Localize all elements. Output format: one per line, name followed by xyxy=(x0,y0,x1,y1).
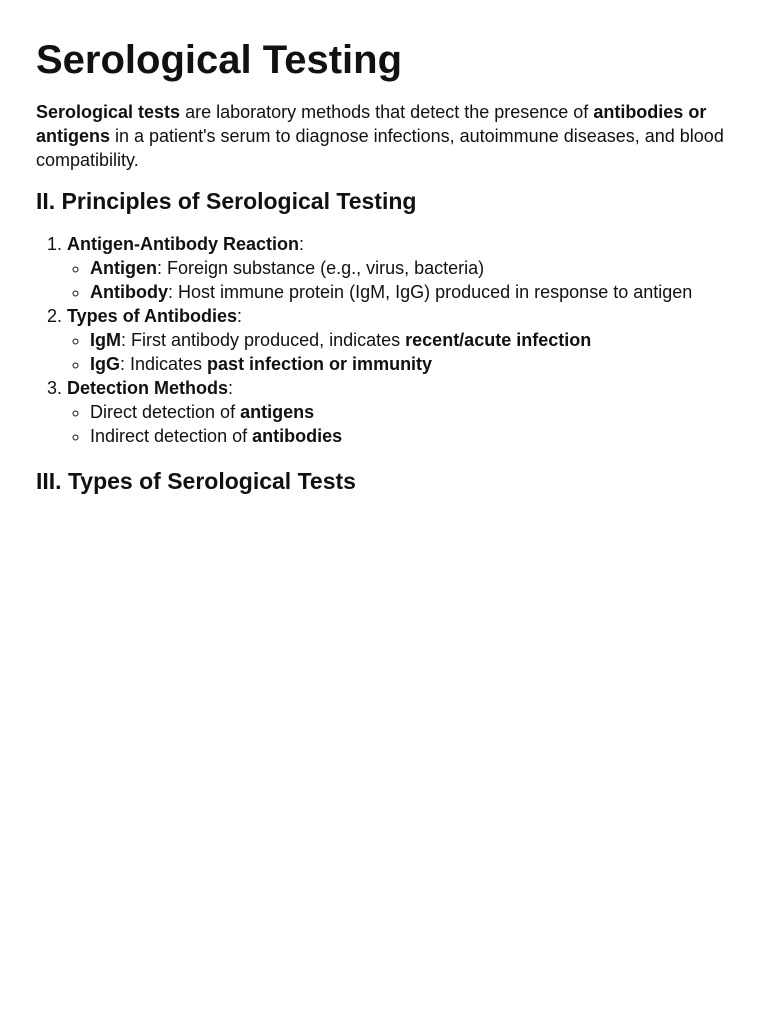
text: Indirect detection of xyxy=(90,426,253,446)
item-label: Detection Methods xyxy=(67,378,229,398)
text: : Host immune protein (IgM, IgG) produced in response to antigen xyxy=(168,282,693,302)
page-title: Serological Testing xyxy=(36,38,402,82)
term: IgM xyxy=(90,330,121,350)
term: recent/acute infection xyxy=(405,330,592,350)
colon: : xyxy=(299,234,305,254)
list-item xyxy=(90,424,732,448)
term: Antibody xyxy=(90,282,168,302)
document-page xyxy=(0,0,768,496)
sub-list xyxy=(67,400,732,448)
principles-list xyxy=(36,232,732,448)
list-item xyxy=(67,232,732,304)
intro-term: Serological tests xyxy=(36,102,181,122)
term: IgG xyxy=(90,354,120,374)
intro-paragraph xyxy=(36,100,732,172)
text: : Foreign substance (e.g., virus, bacteria) xyxy=(157,258,485,278)
list-item xyxy=(90,352,732,376)
list-item xyxy=(67,304,732,376)
list-item xyxy=(67,376,732,448)
list-item xyxy=(90,400,732,424)
term: Antigen xyxy=(90,258,157,278)
intro-text: are laboratory methods that detect the presence of xyxy=(180,102,594,122)
colon: : xyxy=(237,306,243,326)
text: : First antibody produced, indicates xyxy=(121,330,406,350)
section-heading: II. Principles of Serological Testing xyxy=(36,188,417,214)
item-label: Types of Antibodies xyxy=(67,306,238,326)
term: antigens xyxy=(240,402,315,422)
intro-term: antibodies or antigens xyxy=(36,102,707,146)
list-item xyxy=(90,256,732,280)
section-heading: III. Types of Serological Tests xyxy=(36,468,356,494)
intro-text: in a patient's serum to diagnose infections, autoimmune diseases, and blood compatibility. xyxy=(36,126,724,170)
sub-list xyxy=(67,328,732,376)
colon: : xyxy=(228,378,234,398)
text: : Indicates xyxy=(120,354,208,374)
term: past infection or immunity xyxy=(207,354,433,374)
sub-list xyxy=(67,256,732,304)
list-item xyxy=(90,280,732,304)
list-item xyxy=(90,328,732,352)
text: Direct detection of xyxy=(90,402,241,422)
item-label: Antigen-Antibody Reaction xyxy=(67,234,299,254)
term: antibodies xyxy=(252,426,343,446)
